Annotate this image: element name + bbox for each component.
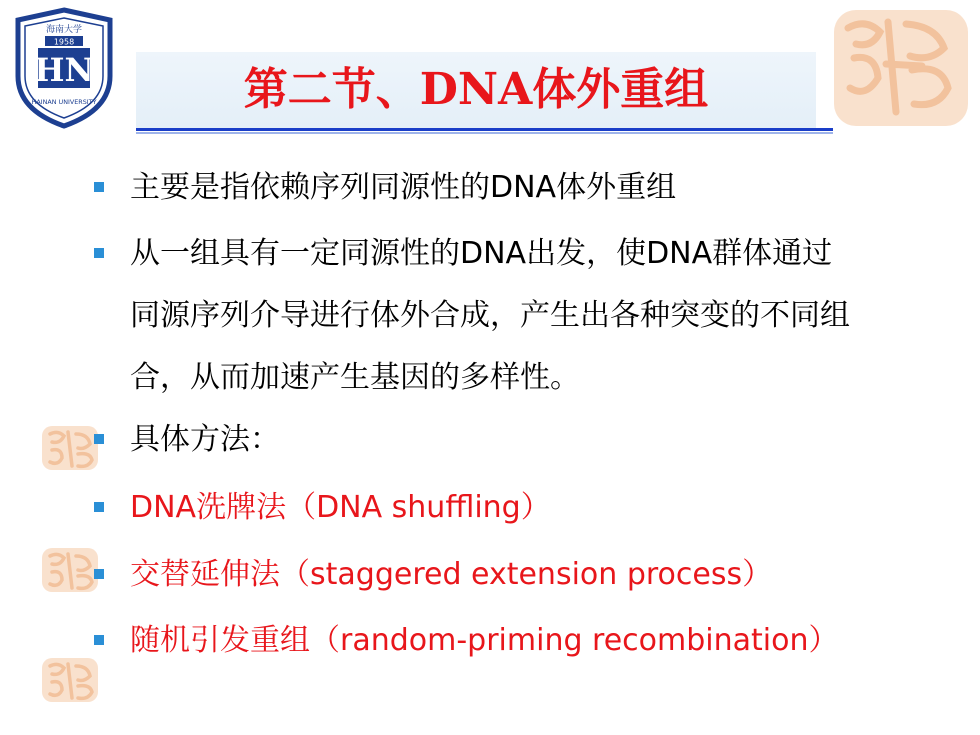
bullet-text: 同源序列介导进行体外合成，产生出各种突变的不同组 [130,298,850,333]
seal-small-icon [40,546,100,594]
seal-small-icon [40,424,100,472]
bullet-square-icon [94,635,104,645]
logo-arc-bottom: HAINAN UNIVERSITY [31,98,97,106]
bullet-square-icon [94,502,104,512]
bullet-square-icon [94,248,104,258]
bullet-text: 随机引发重组（random-priming recombination） [130,623,839,658]
title-underline [136,128,833,131]
seal-watermark-icon [826,4,976,132]
bullet-text: 具体方法： [130,422,280,457]
bullet-text: 主要是指依赖序列同源性的DNA体外重组 [130,170,677,205]
bullet-square-icon [94,182,104,192]
seal-small-icon [40,656,100,704]
university-logo [10,6,118,130]
logo-monogram: HN [34,51,94,89]
title-underline-shadow [136,132,833,134]
logo-year: 1958 [53,37,75,47]
bullet-text: DNA洗牌法（DNA shuffling） [130,490,551,525]
bullet-square-icon [94,434,104,444]
bullet-square-icon [94,569,104,579]
bullet-text: 从一组具有一定同源性的DNA出发，使DNA群体通过 [130,236,833,271]
logo-arc-top: 海南大学 [45,25,83,35]
bullet-text: 合，从而加速产生基因的多样性。 [130,360,580,395]
page-title: 第二节、DNA体外重组 [243,64,709,115]
bullet-text: 交替延伸法（staggered extension process） [130,557,773,592]
